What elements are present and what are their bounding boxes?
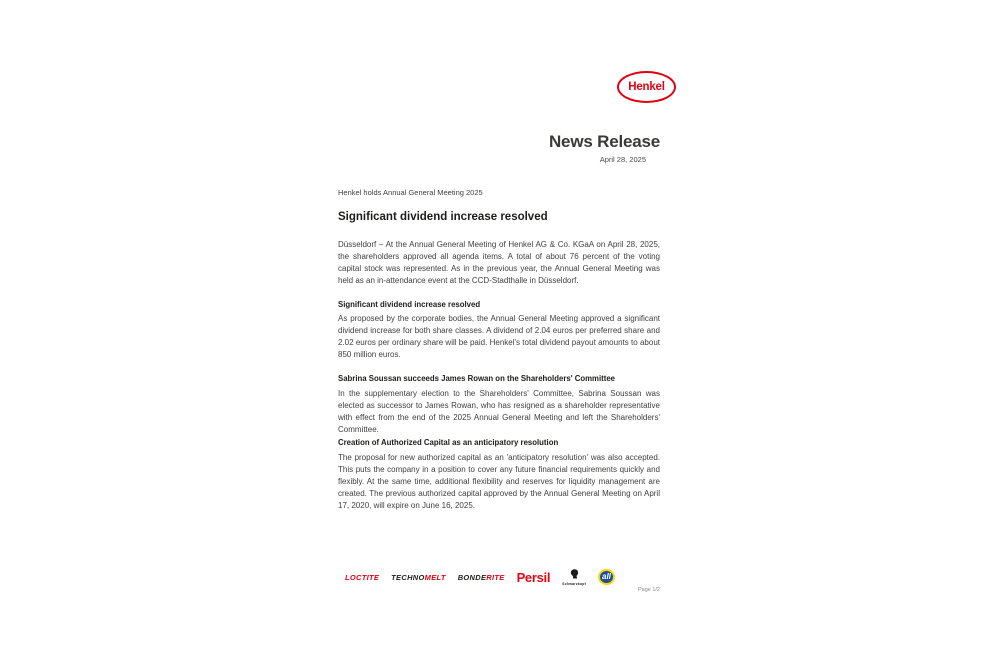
page-title: News Release xyxy=(548,132,660,151)
technomelt-logo-suffix: MELT xyxy=(424,572,446,582)
section-heading-dividend: Significant dividend increase resolved xyxy=(338,300,481,309)
schwarzkopf-head-icon xyxy=(570,569,579,581)
section-body-committee: In the supplementary election to the Shareholders' Committee, Sabrina Soussan was elected as successor to James Rowan, who has resigned as a shareholder representative with effect from the end of the 2025 Annual General Meeting and left the Shareholders' Committee. xyxy=(338,389,660,434)
headline: Significant dividend increase resolved xyxy=(338,211,548,223)
schwarzkopf-logo-text: Schwarzkopf xyxy=(562,581,586,586)
schwarzkopf-logo xyxy=(562,569,586,586)
section-body-capital: The proposal for new authorized capital as an 'anticipatory resolution' was also accepted. This puts the company in a position to cover any future financial requirements quickly and flexibly. At the same time, additional flexibility and reserves for liquidity management are created. The previous authorized capital approved by the Annual General Meeting on April 17, 2020, will expire on June 16, 2025. xyxy=(338,453,660,510)
all-logo xyxy=(598,569,615,585)
henkel-logo-text: Henkel xyxy=(628,81,665,93)
section-heading-capital: Creation of Authorized Capital as an anticipatory resolution xyxy=(338,438,559,447)
section-body-dividend: As proposed by the corporate bodies, the Annual General Meeting approved a significant dividend increase for both share classes. A dividend of 2.04 euros per preferred share and 2.02 euros per ordinary share will be paid. Henkel's total dividend payout amounts to about 850 million euros. xyxy=(338,314,660,359)
technomelt-logo xyxy=(391,573,446,582)
persil-logo: Persil xyxy=(516,569,551,585)
loctite-logo: LOCTITE xyxy=(345,572,380,582)
henkel-logo xyxy=(617,71,676,103)
lead-paragraph: Düsseldorf – At the Annual General Meeting of Henkel AG & Co. KGaA on April 28, 2025, the shareholders approved all agenda items. A total of about 76 percent of the voting capital stock was represented. As in the previous year, the Annual General Meeting was held as an in-attendance event at the CCD-Stadthalle in Düsseldorf. xyxy=(338,240,660,285)
bonderite-logo-suffix: RITE xyxy=(486,572,505,582)
kicker-line: Henkel holds Annual General Meeting 2025 xyxy=(338,188,483,197)
technomelt-logo-prefix: TECHNO xyxy=(391,572,425,582)
bonderite-logo-prefix: BONDE xyxy=(457,572,487,582)
bonderite-logo xyxy=(458,573,505,582)
all-logo-text: all xyxy=(602,572,611,581)
section-heading-committee: Sabrina Soussan succeeds James Rowan on the Shareholders' Committee xyxy=(338,374,615,383)
release-date: April 28, 2025 xyxy=(599,155,646,164)
page-number: Page 1/2 xyxy=(637,587,660,593)
